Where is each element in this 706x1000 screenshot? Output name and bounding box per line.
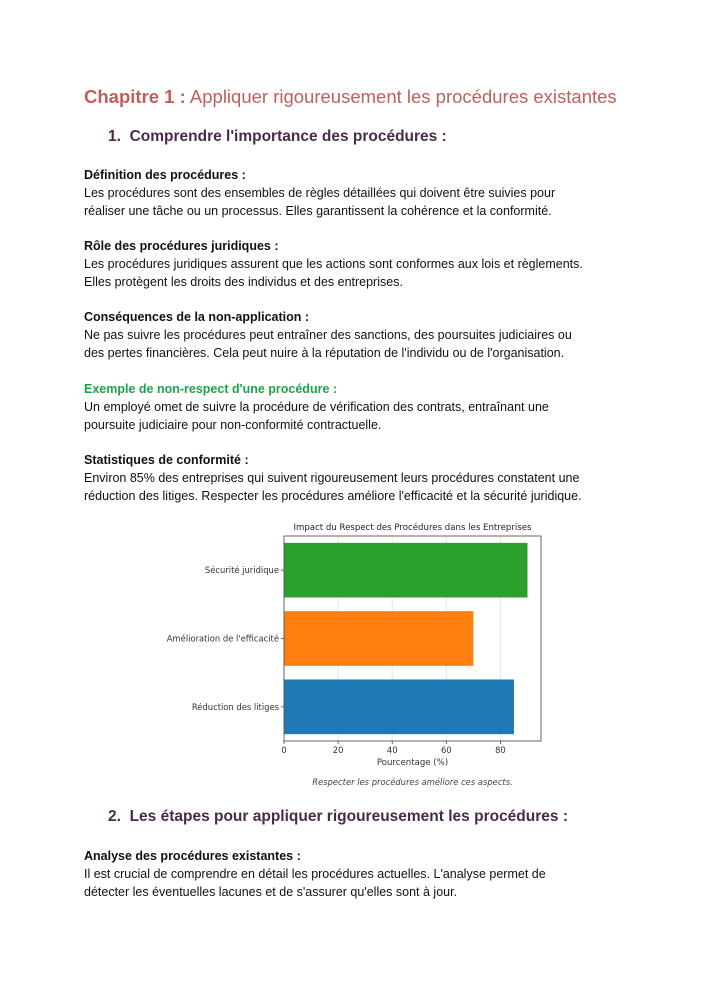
block-heading: Rôle des procédures juridiques :	[84, 239, 279, 253]
block-line: réaliser une tâche ou un processus. Elles garantissent la cohérence et la conformité.	[84, 204, 552, 218]
block-definition	[84, 166, 644, 220]
block-heading: Conséquences de la non-application :	[84, 310, 310, 324]
chart-xlabel: Pourcentage (%)	[376, 758, 449, 768]
block-line: Ne pas suivre les procédures peut entraîner des sanctions, des poursuites judiciaires ou	[84, 328, 572, 342]
section-2-heading: Les étapes pour appliquer rigoureusement les procédures :	[129, 808, 568, 825]
block-analysis	[84, 847, 644, 901]
chart-xtick-label: 40	[386, 745, 398, 755]
block-line: détecter les éventuelles lacunes et de s'assurer qu'elles sont à jour.	[84, 885, 458, 899]
section-1-number: 1.	[108, 128, 121, 145]
block-example	[84, 380, 644, 434]
chart-svg	[160, 518, 560, 793]
chart-bar	[284, 543, 527, 598]
chapter-title	[84, 86, 617, 108]
block-line: Un employé omet de suivre la procédure de vérification des contrats, entraînant une	[84, 400, 549, 414]
chart-bar	[284, 611, 473, 666]
block-statistics	[84, 451, 644, 505]
block-line: Les procédures sont des ensembles de règles détaillées qui doivent être suivies pour	[84, 186, 556, 200]
chart-xtick-label: 0	[281, 745, 287, 755]
block-heading: Définition des procédures :	[84, 168, 246, 182]
chart-xtick-label: 60	[440, 745, 452, 755]
chart-category-label: Amélioration de l'efficacité	[166, 633, 279, 644]
section-2-number: 2.	[108, 808, 121, 825]
chapter-heading: Appliquer rigoureusement les procédures existantes	[189, 86, 617, 107]
block-heading-example: Exemple de non-respect d'une procédure :	[84, 382, 338, 396]
chart-xtick-label: 20	[332, 745, 344, 755]
section-1-heading: Comprendre l'importance des procédures :	[129, 128, 447, 145]
block-line: Elles protègent les droits des individus et des entreprises.	[84, 275, 403, 289]
block-line: des pertes financières. Cela peut nuire à la réputation de l'individu ou de l'organisation.	[84, 346, 565, 360]
chart-bar	[284, 680, 514, 735]
block-heading: Statistiques de conformité :	[84, 453, 249, 467]
block-line: poursuite judiciaire pour non-conformité contractuelle.	[84, 418, 382, 432]
block-consequences	[84, 308, 644, 362]
chart-caption: Respecter les procédures améliore ces aspects.	[312, 777, 513, 787]
block-role	[84, 237, 644, 291]
block-line: Environ 85% des entreprises qui suivent rigoureusement leurs procédures constatent une	[84, 471, 580, 485]
block-heading: Analyse des procédures existantes :	[84, 849, 301, 863]
section-1-title	[108, 128, 447, 146]
chart-category-label: Réduction des litiges	[191, 701, 279, 712]
block-line: Il est crucial de comprendre en détail les procédures actuelles. L'analyse permet de	[84, 867, 546, 881]
section-2-title	[108, 808, 568, 826]
block-line: Les procédures juridiques assurent que les actions sont conformes aux lois et règlements.	[84, 257, 583, 271]
chart-title: Impact du Respect des Procédures dans les Entreprises	[293, 523, 532, 533]
block-line: réduction des litiges. Respecter les procédures améliore l'efficacité et la sécurité juridique.	[84, 489, 582, 503]
chart-xtick-label: 80	[495, 745, 506, 755]
impact-chart	[160, 518, 560, 793]
chart-category-label: Sécurité juridique	[204, 565, 279, 576]
chapter-label: Chapitre 1 :	[84, 86, 186, 107]
